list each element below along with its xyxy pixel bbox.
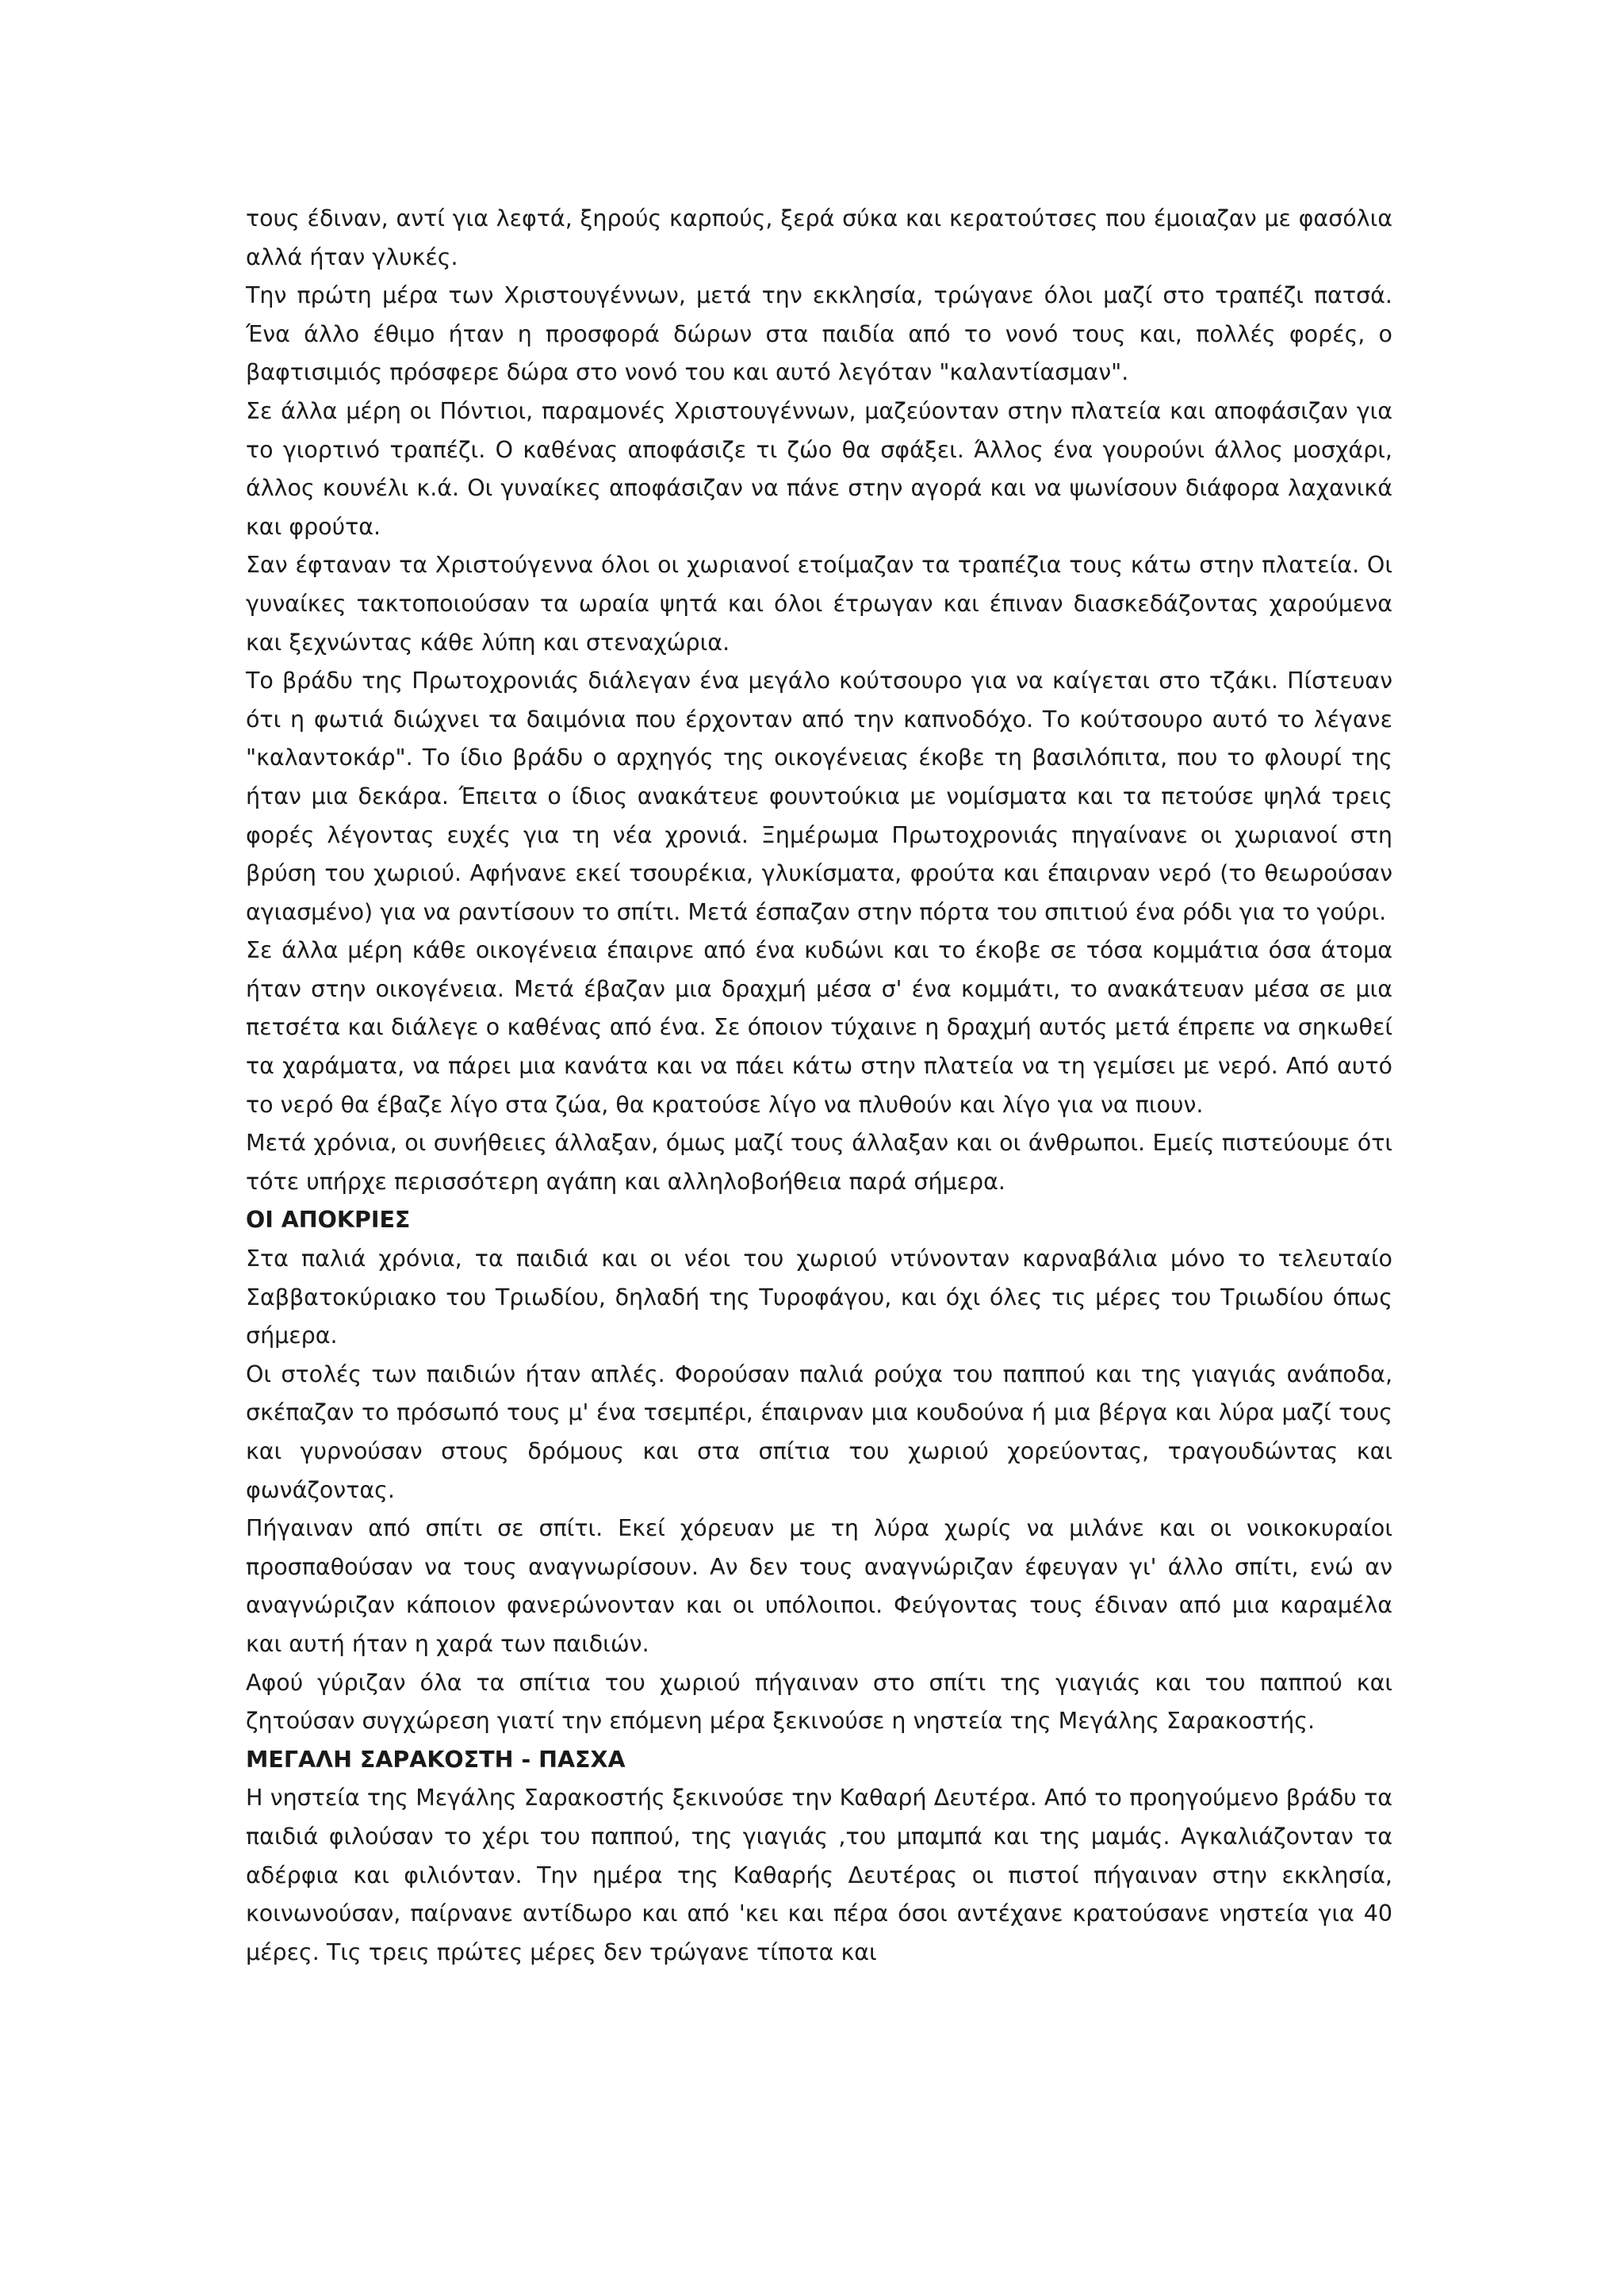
- paragraph-customs-changed: Μετά χρόνια, οι συνήθειες άλλαξαν, όμως μαζί τους άλλαξαν και οι άνθρωποι. Εμείς πιστεύουμε ότι τότε υπήρχε περισσότερη αγάπη και αλληλοβοήθεια παρά σήμερα.: [246, 1130, 1392, 1195]
- heading-carnival: ΟΙ ΑΠΟΚΡΙΕΣ: [246, 1207, 411, 1234]
- paragraph-lent-fasting: Η νηστεία της Μεγάλης Σαρακοστής ξεκινούσε την Καθαρή Δευτέρα. Από το προηγούμενο βράδυ τα παιδιά φιλούσαν το χέρι του παππού, της γιαγιάς ,του μπαμπά και της μαμάς. Αγκαλιάζονταν τα αδέρφια και φιλιόνταν. Την ημέρα της Καθαρής Δευτέρας οι πιστοί πήγαιναν στην εκκλησία, κοινωνούσαν, παίρνανε αντίδωρο και από 'κει και πέρα όσοι αντέχανε κρατούσανε νηστεία για 40 μέρες. Τις τρεις πρώτες μέρες δεν τρώγανε τίποτα και: [246, 1785, 1392, 1965]
- paragraph-village-tables: Σαν έφταναν τα Χριστούγεννα όλοι οι χωριανοί ετοίμαζαν τα τραπέζια τους κάτω στην πλατεία. Οι γυναίκες τακτοποιούσαν τα ωραία ψητά και όλοι έτρωγαν και έπιναν διασκεδάζοντας χαρούμενα και ξεχνώντας κάθε λύπη και στεναχώρια.: [246, 552, 1392, 656]
- paragraph-carnival-old-times: Στα παλιά χρόνια, τα παιδιά και οι νέοι του χωριού ντύνονταν καρναβάλια μόνο το τελευταίο Σαββατοκύριακο του Τριωδίου, δηλαδή της Τυροφάγου, και όχι όλες τις μέρες του Τριωδίου όπως σήμερα.: [246, 1246, 1392, 1349]
- paragraph-house-to-house: Πήγαιναν από σπίτι σε σπίτι. Εκεί χόρευαν με τη λύρα χωρίς να μιλάνε και οι νοικοκυραίοι προσπαθούσαν να τους αναγνωρίσουν. Αν δεν τους αναγνώριζαν έφευγαν γι' άλλο σπίτι, ενώ αν αναγνώριζαν κάποιον φανερώνονταν και οι υπόλοιποι. Φεύγοντας τους έδιναν από μια καραμέλα και αυτή ήταν η χαρά των παιδιών.: [246, 1515, 1392, 1657]
- paragraph-christmas-day: Την πρώτη μέρα των Χριστουγέννων, μετά την εκκλησία, τρώγανε όλοι μαζί στο τραπέζι πατσά. Ένα άλλο έθιμο ήταν η προσφορά δώρων στα παιδία από το νονό τους και, πολλές φορές, ο βαφτισιμιός πρόσφερε δώρα στο νονό του και αυτό λεγόταν "καλαντίασμαν".: [246, 282, 1392, 386]
- paragraph-children-costumes: Οι στολές των παιδιών ήταν απλές. Φορούσαν παλιά ρούχα του παππού και της γιαγιάς ανάποδα, σκέπαζαν το πρόσωπό τους μ' ένα τσεμπέρι, έπαιρναν μια κουδούνα ή μια βέργα και λύρα μαζί τους και γυρνούσαν στους δρόμους και στα σπίτια του χωριού χορεύοντας, τραγουδώντας και φωνάζοντας.: [246, 1360, 1392, 1503]
- paragraph-pontians-christmas-eve: Σε άλλα μέρη οι Πόντιοι, παραμονές Χριστουγέννων, μαζεύονταν στην πλατεία και αποφάσιζαν για το γιορτινό τραπέζι. Ο καθένας αποφάσιζε τι ζώο θα σφάξει. Άλλος ένα γουρούνι άλλος μοσχάρι, άλλος κουνέλι κ.ά. Οι γυναίκες αποφάσιζαν να πάνε στην αγορά και να ψωνίσουν διάφορα λαχανικά και φρούτα.: [246, 397, 1392, 540]
- document-page: [246, 200, 1392, 1972]
- paragraph-forgiveness: Αφού γύριζαν όλα τα σπίτια του χωριού πήγαιναν στο σπίτι της γιαγιάς και του παππού και ζητούσαν συγχώρεση γιατί την επόμενη μέρα ξεκινούσε η νηστεία της Μεγάλης Σαρακοστής.: [246, 1669, 1392, 1735]
- paragraph-new-year-eve: Το βράδυ της Πρωτοχρονιάς διάλεγαν ένα μεγάλο κούτσουρο για να καίγεται στο τζάκι. Πίστευαν ότι η φωτιά διώχνει τα δαιμόνια που έρχονταν από την καπνοδόχο. Το κούτσουρο αυτό το λέγανε "καλαντοκάρ". Το ίδιο βράδυ ο αρχηγός της οικογένειας έκοβε τη βασιλόπιτα, που το φλουρί της ήταν μια δεκάρα. Έπειτα ο ίδιος ανακάτευε φουντούκια με νομίσματα και τα πετούσε ψηλά τρεις φορές λέγοντας ευχές για τη νέα χρονιά. Ξημέρωμα Πρωτοχρονιάς πηγαίνανε οι χωριανοί στη βρύση του χωριού. Αφήνανε εκεί τσουρέκια, γλυκίσματα, φρούτα και έπαιρναν νερό (το θεωρούσαν αγιασμένο) για να ραντίσουν το σπίτι. Μετά έσπαζαν στην πόρτα του σπιτιού ένα ρόδι για το γούρι.: [246, 668, 1392, 925]
- heading-lent-easter: ΜΕΓΑΛΗ ΣΑΡΑΚΟΣΤΗ - ΠΑΣΧΑ: [246, 1746, 626, 1773]
- paragraph-gifts-nuts: τους έδιναν, αντί για λεφτά, ξηρούς καρπούς, ξερά σύκα και κερατούτσες που έμοιαζαν με φασόλια αλλά ήταν γλυκές.: [246, 205, 1392, 270]
- paragraph-quince-custom: Σε άλλα μέρη κάθε οικογένεια έπαιρνε από ένα κυδώνι και το έκοβε σε τόσα κομμάτια όσα άτομα ήταν στην οικογένεια. Μετά έβαζαν μια δραχμή μέσα σ' ένα κομμάτι, το ανακάτευαν μέσα σε μια πετσέτα και διάλεγε ο καθένας από ένα. Σε όποιον τύχαινε η δραχμή αυτός μετά έπρεπε να σηκωθεί τα χαράματα, να πάρει μια κανάτα και να πάει κάτω στην πλατεία να τη γεμίσει με νερό. Από αυτό το νερό θα έβαζε λίγο στα ζώα, θα κρατούσε λίγο να πλυθούν και λίγο για να πιουν.: [246, 937, 1392, 1118]
